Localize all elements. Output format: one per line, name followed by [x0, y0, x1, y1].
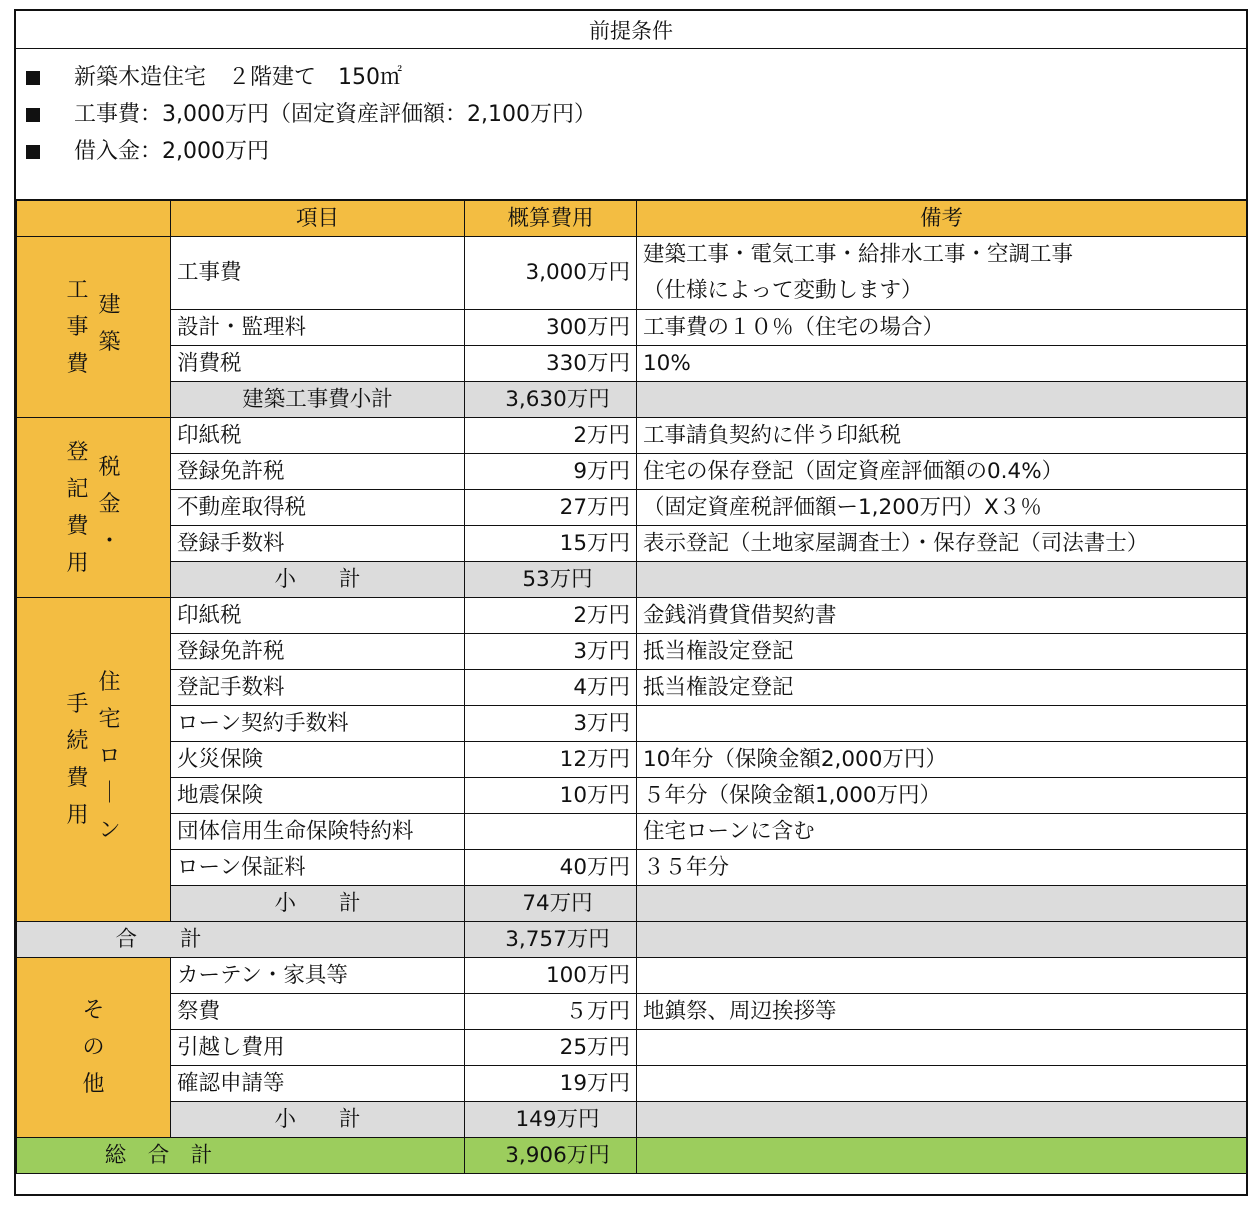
note-cell: ５年分（保険金額1,000万円）	[637, 778, 1247, 814]
cost-table	[16, 200, 1247, 1174]
subtotal-note	[637, 1102, 1247, 1138]
category-char: ン	[98, 818, 121, 843]
cost-cell: 25万円	[465, 1030, 637, 1066]
item-cell: 不動産取得税	[171, 490, 465, 526]
item-cell: 印紙税	[171, 598, 465, 634]
item-cell: カーテン・家具等	[171, 958, 465, 994]
table-row	[17, 958, 1247, 994]
total-label: 合 計	[17, 922, 465, 958]
note-cell: 抵当権設定登記	[637, 634, 1247, 670]
header-blank	[17, 201, 171, 237]
cost-cell: 3万円	[465, 634, 637, 670]
category-other	[17, 958, 171, 1138]
item-cell: 登録免許税	[171, 634, 465, 670]
subtotal-label: 小 計	[171, 1102, 465, 1138]
total-note	[637, 922, 1247, 958]
item-cell: 登記手数料	[171, 670, 465, 706]
subtotal-label: 小 計	[171, 886, 465, 922]
item-cell: 火災保険	[171, 742, 465, 778]
category-char: 住	[98, 670, 121, 695]
note-cell: 工事請負契約に伴う印紙税	[637, 418, 1247, 454]
item-cell: 工事費	[171, 237, 465, 310]
cost-cell: 10万円	[465, 778, 637, 814]
note-cell: ３５年分	[637, 850, 1247, 886]
total-row	[17, 922, 1247, 958]
category-vertical-text	[99, 287, 121, 361]
category-char: 建	[98, 293, 121, 318]
category-char: 税	[98, 455, 121, 480]
table-row	[17, 706, 1247, 742]
cost-cell: 3万円	[465, 706, 637, 742]
note-cell: 10%	[637, 346, 1247, 382]
cost-cell: 19万円	[465, 1066, 637, 1102]
note-cell	[637, 1066, 1247, 1102]
subtotal-row	[17, 382, 1247, 418]
item-cell: ローン契約手数料	[171, 706, 465, 742]
grand-total-value: 3,906万円	[465, 1138, 637, 1174]
note-cell: 工事費の１０％（住宅の場合）	[637, 310, 1247, 346]
item-cell: 設計・監理料	[171, 310, 465, 346]
cost-cell	[465, 814, 637, 850]
item-cell: 団体信用生命保険特約料	[171, 814, 465, 850]
category-char: 事	[66, 314, 89, 340]
category-char: ｜	[98, 781, 121, 806]
subtotal-label: 小 計	[171, 562, 465, 598]
note-cell	[637, 706, 1247, 742]
item-cell: 地震保険	[171, 778, 465, 814]
note-cell: （固定資産税評価額ー1,200万円）X３％	[637, 490, 1247, 526]
category-char: 工	[66, 277, 89, 303]
subtotal-label: 建築工事費小計	[171, 382, 465, 418]
note-cell: 住宅ローンに含む	[637, 814, 1247, 850]
table-row	[17, 1066, 1247, 1102]
grand-total-note	[637, 1138, 1247, 1174]
subtotal-note	[637, 886, 1247, 922]
note-cell: 地鎮祭、周辺挨拶等	[637, 994, 1247, 1030]
header-note: 備考	[637, 201, 1247, 237]
category-char: 金	[98, 492, 121, 517]
category-char: そ	[82, 998, 105, 1023]
item-cell: 登録手数料	[171, 526, 465, 562]
category-char: 用	[66, 550, 89, 576]
table-row	[17, 418, 1247, 454]
cost-estimate-sheet	[14, 9, 1248, 1196]
subtotal-row	[17, 562, 1247, 598]
square-bullet-icon	[26, 145, 40, 159]
table-row	[17, 310, 1247, 346]
category-vertical-text	[99, 449, 121, 560]
subtotal-value: 149万円	[465, 1102, 637, 1138]
cost-cell: 2万円	[465, 418, 637, 454]
note-cell	[637, 1030, 1247, 1066]
category-loan	[17, 598, 171, 922]
table-row	[17, 454, 1247, 490]
category-vertical-text	[66, 434, 88, 582]
header-cost: 概算費用	[465, 201, 637, 237]
cost-cell: 27万円	[465, 490, 637, 526]
category-char: ロ	[98, 744, 121, 769]
table-row	[17, 634, 1247, 670]
subtotal-row	[17, 1102, 1247, 1138]
cost-cell: 4万円	[465, 670, 637, 706]
cost-cell: 2万円	[465, 598, 637, 634]
subtotal-value: 3,630万円	[465, 382, 637, 418]
table-row	[17, 346, 1247, 382]
category-char: 費	[66, 351, 89, 377]
condition-text: 借入金：2,000万円	[74, 139, 269, 164]
table-header-row	[17, 201, 1247, 237]
total-value: 3,757万円	[465, 922, 637, 958]
cost-cell: 15万円	[465, 526, 637, 562]
note-cell	[637, 237, 1247, 310]
cost-cell: 12万円	[465, 742, 637, 778]
category-char: 記	[66, 476, 89, 502]
cost-cell: 100万円	[465, 958, 637, 994]
condition-line	[26, 63, 402, 93]
cost-cell: 300万円	[465, 310, 637, 346]
item-cell: 祭費	[171, 994, 465, 1030]
grand-total-row	[17, 1138, 1247, 1174]
item-cell: 引越し費用	[171, 1030, 465, 1066]
table-row	[17, 670, 1247, 706]
square-bullet-icon	[26, 108, 40, 122]
note-cell: 抵当権設定登記	[637, 670, 1247, 706]
cost-cell: 330万円	[465, 346, 637, 382]
table-row	[17, 237, 1247, 310]
square-bullet-icon	[26, 71, 40, 85]
condition-line	[26, 100, 596, 130]
item-cell: 確認申請等	[171, 1066, 465, 1102]
conditions-box	[16, 49, 1246, 200]
item-cell: 消費税	[171, 346, 465, 382]
subtotal-note	[637, 382, 1247, 418]
category-char: ・	[98, 529, 121, 554]
category-registration	[17, 418, 171, 598]
category-vertical-text	[66, 272, 88, 383]
note-cell: 表示登記（土地家屋調査士）・保存登記（司法書士）	[637, 526, 1247, 562]
subtotal-note	[637, 562, 1247, 598]
condition-text: 工事費：3,000万円（固定資産評価額：2,100万円）	[74, 102, 596, 127]
table-row	[17, 526, 1247, 562]
grand-total-label: 総 合 計	[17, 1138, 465, 1174]
category-char: 登	[66, 439, 89, 465]
category-construction	[17, 237, 171, 418]
category-vertical-text	[82, 992, 104, 1103]
table-row	[17, 850, 1247, 886]
category-char: 手	[66, 691, 89, 717]
table-row	[17, 490, 1247, 526]
condition-text: 新築木造住宅 ２階建て 150㎡	[74, 65, 402, 90]
category-char: 他	[82, 1072, 105, 1097]
category-char: 費	[66, 765, 89, 791]
category-char: の	[82, 1035, 105, 1060]
note-cell	[637, 958, 1247, 994]
subtotal-value: 53万円	[465, 562, 637, 598]
header-item: 項目	[171, 201, 465, 237]
note-cell: 10年分（保険金額2,000万円）	[637, 742, 1247, 778]
note-line: 建築工事・電気工事・給排水工事・空調工事	[643, 242, 1074, 267]
cost-cell: 9万円	[465, 454, 637, 490]
subtotal-row	[17, 886, 1247, 922]
category-char: 費	[66, 513, 89, 539]
category-vertical-text	[99, 664, 121, 849]
item-cell: 印紙税	[171, 418, 465, 454]
category-char: 用	[66, 802, 89, 828]
table-row	[17, 814, 1247, 850]
note-cell: 金銭消費貸借契約書	[637, 598, 1247, 634]
table-row	[17, 994, 1247, 1030]
cost-cell: 3,000万円	[465, 237, 637, 310]
table-row	[17, 598, 1247, 634]
category-char: 宅	[98, 707, 121, 732]
subtotal-value: 74万円	[465, 886, 637, 922]
table-row	[17, 742, 1247, 778]
note-cell: 住宅の保存登記（固定資産評価額の0.4%）	[637, 454, 1247, 490]
sheet-title: 前提条件	[16, 11, 1246, 49]
table-row	[17, 1030, 1247, 1066]
condition-line	[26, 137, 269, 167]
category-char: 続	[66, 728, 89, 754]
category-vertical-text	[66, 686, 88, 834]
item-cell: ローン保証料	[171, 850, 465, 886]
cost-cell: 40万円	[465, 850, 637, 886]
category-char: 築	[98, 330, 121, 355]
item-cell: 登録免許税	[171, 454, 465, 490]
table-row	[17, 778, 1247, 814]
cost-cell: ５万円	[465, 994, 637, 1030]
note-line: （仕様によって変動します）	[643, 278, 923, 303]
